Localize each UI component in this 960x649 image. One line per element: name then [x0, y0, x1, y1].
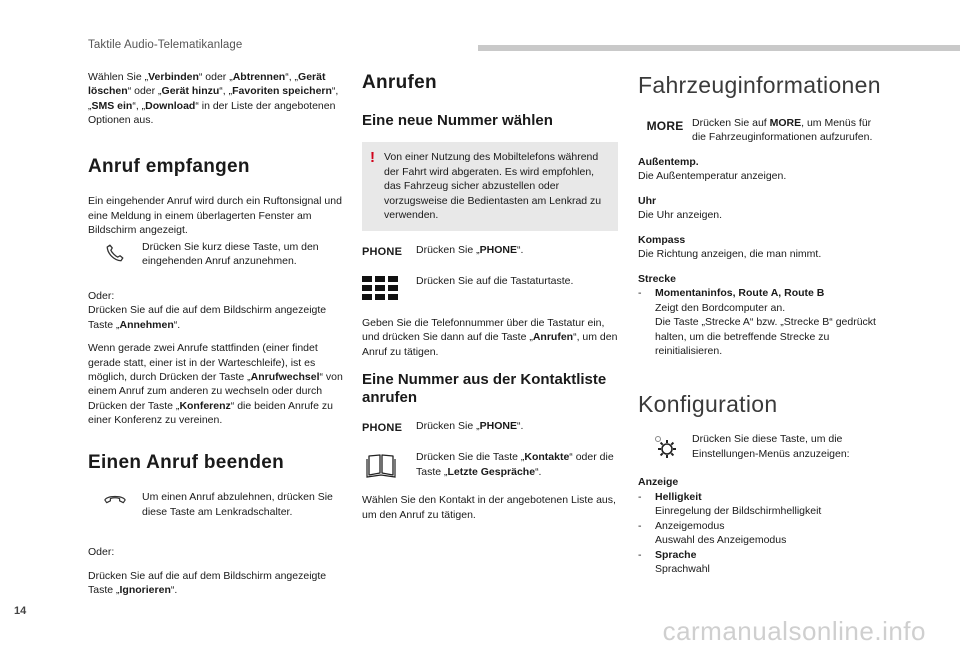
text: “.: [173, 318, 181, 331]
end-icon-text: Um einen Anruf abzulehnen, drücken Sie diese Taste am Lenkradschalter.: [142, 491, 333, 518]
info-item-text: Die Außentemperatur anzeigen.: [638, 170, 787, 183]
watermark: carmanualsonline.info: [662, 616, 926, 646]
keypad-icon: [362, 274, 416, 302]
gear-icon: [638, 432, 692, 460]
phone-bold: PHONE: [479, 243, 517, 256]
phone-label: PHONE: [362, 422, 403, 435]
text: “.: [516, 420, 524, 433]
setting-desc: Auswahl des Anzeigemodus: [655, 534, 787, 547]
text: “, „: [285, 71, 299, 83]
receive-text: Ein eingehender Anruf wird durch ein Ruftonsignal und eine Meldung in einem überlagerten Fenster am Bildschirm angezeigt.: [88, 195, 342, 237]
phone-contact-text: [416, 419, 618, 433]
info-item-text: Die Richtung anzeigen, die man nimmt.: [638, 248, 822, 261]
end-alt-text: [88, 569, 344, 598]
warning-box: [362, 142, 618, 230]
anrufen-label: Anrufen: [532, 331, 574, 344]
section-title-config: Konfiguration: [638, 390, 778, 417]
more-label: MORE: [646, 118, 684, 133]
setting-label: Anzeigemodus: [655, 519, 725, 532]
phone-row-contact: [362, 419, 618, 436]
info-item-title: Kompass: [638, 233, 686, 246]
contacts-row: [362, 450, 618, 479]
konferenz-label: Konferenz: [179, 399, 231, 412]
info-item-strecke: [638, 272, 883, 359]
setting-item-sprache: [638, 548, 883, 562]
setting-label: Helligkeit: [655, 490, 702, 503]
phone-button-icon: [362, 419, 416, 436]
option-abtrennen: Abtrennen: [232, 71, 286, 83]
more-text: [692, 116, 883, 145]
option-download: Download: [145, 99, 196, 112]
two-calls-text: [88, 341, 344, 428]
phone-answer-icon: [88, 240, 142, 264]
phone-button-icon: [362, 243, 416, 260]
display-title: Anzeige: [638, 476, 679, 489]
dash: -: [638, 490, 642, 503]
column-right: [638, 70, 883, 585]
info-item-text: Die Uhr anzeigen.: [638, 209, 723, 222]
option-verbinden: Verbinden: [148, 71, 199, 83]
option-geraet-hinzu: Gerät hinzu: [161, 85, 220, 98]
keypad-row: [362, 274, 618, 302]
strecke-item-label: Momentaninfos, Route A, Route B: [655, 287, 825, 300]
intro-paragraph: [88, 70, 344, 128]
option-sms-ein: SMS ein: [91, 99, 133, 112]
select-contact-text: Wählen Sie den Kontakt in der angebotenen Liste aus, um den Anruf zu tätigen.: [362, 494, 616, 521]
text: Drücken Sie „: [416, 420, 480, 433]
info-item-title: Uhr: [638, 194, 657, 207]
letzte-gespraeche-label: Letzte Gespräche: [447, 465, 536, 478]
setting-desc: Einregelung der Bildschirmhelligkeit: [655, 505, 822, 518]
section-title-anrufen: Anrufen: [362, 72, 437, 93]
text: “, „: [219, 85, 233, 98]
dash: -: [638, 519, 642, 532]
header-bar: [478, 45, 960, 51]
info-item-clock: [638, 194, 883, 223]
oder-label: Oder:: [88, 546, 115, 559]
kontakte-label: Kontakte: [524, 451, 570, 464]
display-settings: [638, 475, 883, 576]
column-middle: [362, 70, 618, 531]
text: Drücken Sie auf die auf dem Bildschirm angezeigte Taste „: [88, 569, 327, 597]
dash: -: [638, 548, 642, 561]
strecke-desc-2: Die Taste „Strecke A“ bzw. „Strecke B“ gedrückt halten, um die betreffende Strecke zu reinitialisieren.: [655, 316, 876, 358]
text: Wenn gerade zwei Anrufe stattfinden (einer findet gerade statt, einer ist in der Warteschleife), ist es möglich, durch Drücken der Taste „: [88, 342, 318, 383]
text: Drücken Sie „: [416, 243, 480, 256]
hang-up-icon: [88, 490, 142, 506]
setting-desc: Sprachwahl: [655, 563, 710, 576]
text: “.: [170, 584, 178, 597]
contact-book-icon: [362, 450, 416, 478]
keypad-text: Drücken Sie auf die Tastaturtaste.: [416, 274, 574, 287]
text: Drücken Sie die Taste „: [416, 451, 525, 464]
column-left: [88, 70, 344, 607]
text: , um Menüs für die Fahrzeuginformationen aufzurufen.: [692, 116, 873, 144]
setting-label: Sprache: [655, 548, 697, 561]
dash: -: [638, 287, 642, 300]
running-header: Taktile Audio-Telematikanlage: [88, 39, 243, 51]
info-item-outside-temp: [638, 155, 883, 184]
config-text: Drücken Sie diese Taste, um die Einstellungen-Menüs anzuzeigen:: [692, 433, 850, 460]
text: “.: [535, 465, 542, 478]
text: “ oder „: [127, 85, 162, 98]
text: Wählen Sie „: [88, 71, 149, 83]
setting-item-anzeigemodus: [638, 519, 883, 533]
phone-row-text: [416, 243, 618, 257]
text: “ die beiden Anrufe zu einer Konferenz zu vereinen.: [88, 399, 333, 427]
text: Drücken Sie auf: [692, 116, 770, 129]
text: “, „: [132, 99, 146, 112]
oder-label: Oder:: [88, 289, 115, 302]
warning-text: Von einer Nutzung des Mobiltelefons während der Fahrt wird abgeraten. Es wird empfohlen, das Fahrzeug sicher abzustellen oder vorzugsweise die Bedientasten am Lenkrad zu verwenden.: [384, 151, 602, 222]
text: “ oder „: [198, 71, 233, 83]
ignorieren-label: Ignorieren: [119, 584, 171, 597]
text: “, um den Anruf zu tätigen.: [362, 331, 618, 358]
page-number: 14: [14, 605, 27, 617]
enter-number-text: [362, 316, 618, 359]
text: “.: [516, 243, 524, 256]
text: “ in der Liste der angebotenen Optionen aus.: [88, 99, 336, 127]
receive-icon-text: Drücken Sie kurz diese Taste, um den eingehenden Anruf anzunehmen.: [142, 240, 319, 268]
more-bold: MORE: [769, 116, 802, 129]
text: “ oder die Taste „: [416, 451, 614, 478]
more-button-icon: [638, 116, 692, 135]
setting-item-helligkeit: [638, 490, 883, 504]
receive-icon-row: [88, 240, 344, 269]
text: Geben Sie die Telefonnummer über die Tastatur ein, und drücken Sie dann auf die Taste „: [362, 316, 605, 344]
end-icon-row: [88, 490, 344, 519]
text: “ von einem Anruf zum anderen zu wechseln oder durch Drücken der Taste „: [88, 371, 343, 412]
option-favoriten-speichern: Favoriten speichern: [232, 85, 332, 98]
text: Drücken Sie auf die auf dem Bildschirm angezeigte Taste „: [88, 304, 327, 331]
info-item-compass: [638, 233, 883, 262]
anrufwechsel-label: Anrufwechsel: [250, 371, 320, 383]
contacts-text: [416, 450, 618, 479]
phone-row: [362, 243, 618, 260]
section-title-receive: Anruf empfangen: [88, 155, 250, 177]
strecke-list-item: [638, 286, 883, 300]
subsection-contact: Eine Nummer aus der Kontaktliste anrufen: [362, 371, 607, 407]
receive-alt-text: [88, 303, 344, 332]
more-row: [638, 116, 883, 145]
info-item-title: Strecke: [638, 272, 676, 285]
warning-icon: !: [370, 149, 375, 167]
info-item-title: Außentemp.: [638, 155, 699, 168]
phone-label: PHONE: [362, 245, 403, 258]
text: “, „: [88, 85, 339, 112]
option-geraet-loeschen: Gerät löschen: [88, 71, 326, 98]
subsection-new-number: Eine neue Nummer wählen: [362, 112, 553, 130]
annehmen-label: Annehmen: [119, 318, 174, 331]
strecke-desc-1: Zeigt den Bordcomputer an.: [655, 301, 786, 314]
phone-bold: PHONE: [479, 420, 517, 433]
section-title-end: Einen Anruf beenden: [88, 451, 285, 473]
section-title-vehicle: Fahrzeuginformationen: [638, 72, 881, 98]
config-row: [638, 432, 883, 461]
